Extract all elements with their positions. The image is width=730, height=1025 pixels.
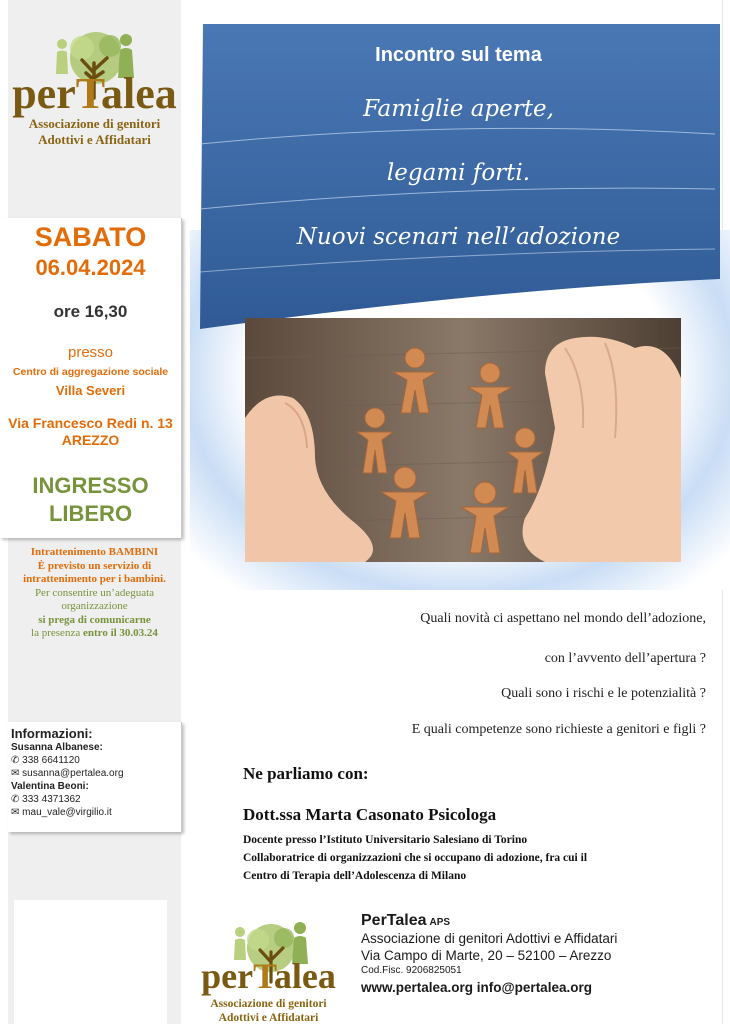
contact-phone[interactable]: 333 4371362 [22, 794, 81, 805]
org-address: Via Campo di Marte, 20 – 52100 – Arezzo [361, 948, 612, 963]
footer-org [361, 912, 617, 997]
question-2: con l’avvento dell’apertura ? [544, 651, 706, 666]
org-name: PerTalea [361, 912, 427, 929]
event-address: Via Francesco Redi n. 13 [8, 415, 173, 431]
event-entry: INGRESSO LIBERO [32, 473, 149, 526]
banner-line-1: Famiglie aperte, [363, 96, 554, 122]
logo-wordmark: perTalea [12, 69, 177, 118]
event-day: SABATO [34, 222, 147, 252]
contact-email[interactable]: susanna@pertalea.org [22, 768, 124, 779]
event-city: AREZZO [61, 432, 120, 448]
event-presso: presso [67, 344, 114, 361]
question-1: Quali novità ci aspettano nel mondo dell’adozione, [420, 611, 706, 626]
org-web-links[interactable]: www.pertalea.org info@pertalea.org [361, 980, 592, 995]
banner-line-3: Nuovi scenari nell’adozione [296, 224, 621, 250]
envelope-icon: ✉ [11, 807, 20, 818]
question-3: Quali sono i rischi e le potenzialità ? [501, 686, 706, 701]
question-4: E quali competenze sono richieste a genitori e figli ? [411, 722, 706, 737]
envelope-icon: ✉ [11, 768, 20, 779]
org-aps: APS [429, 917, 451, 928]
contact-email[interactable]: mau_vale@virgilio.it [22, 807, 112, 818]
event-centro: Centro di aggregazione sociale [12, 366, 169, 378]
speaker-name: Dott.ssa Marta Casonato Psicologa [243, 805, 497, 824]
banner-title: Incontro sul tema [375, 44, 542, 66]
footer-logo-subtitle: Associazione di genitori Adottivi e Affidatari [210, 998, 327, 1024]
event-time: ore 16,30 [53, 302, 128, 321]
org-fiscal-code: Cod.Fisc. 9206825051 [361, 965, 462, 976]
contact-name: Valentina Beoni: [11, 781, 89, 792]
banner-line-2: legami forti. [386, 160, 531, 186]
hands-figures-photo [245, 318, 681, 562]
event-venue: Villa Severi [55, 383, 126, 398]
speaker-bio: Docente presso l’Istituto Universitario Salesiano di Torino Collaboratrice di organizzazioni che si occupano di adozione, fra cui il Centro di Terapia dell’Adolescenza di Milano [243, 834, 588, 882]
event-date: 06.04.2024 [35, 255, 146, 280]
phone-icon: ✆ [11, 794, 20, 805]
info-contacts [11, 726, 181, 819]
org-description: Associazione di genitori Adottivi e Affidatari [361, 931, 618, 946]
footer-logo-wordmark: perTalea [201, 956, 336, 996]
contact-phone[interactable]: 338 6641120 [22, 755, 80, 766]
phone-icon: ✆ [11, 755, 20, 766]
speaker-intro: Ne parliamo con: [243, 764, 369, 783]
logo-subtitle: Associazione di genitori Adottivi e Affidatari [28, 116, 161, 147]
kids-notice: Intrattenimento BAMBINI È previsto un servizio di intrattenimento per i bambini. Per consentire un’adeguata organizzazione si prega di comunicarne la presenza entro il 30.03.24 [23, 546, 166, 639]
sidebar-blank-panel [14, 900, 167, 1024]
contact-name: Susanna Albanese: [11, 742, 103, 753]
info-heading: Informazioni: [11, 726, 93, 741]
